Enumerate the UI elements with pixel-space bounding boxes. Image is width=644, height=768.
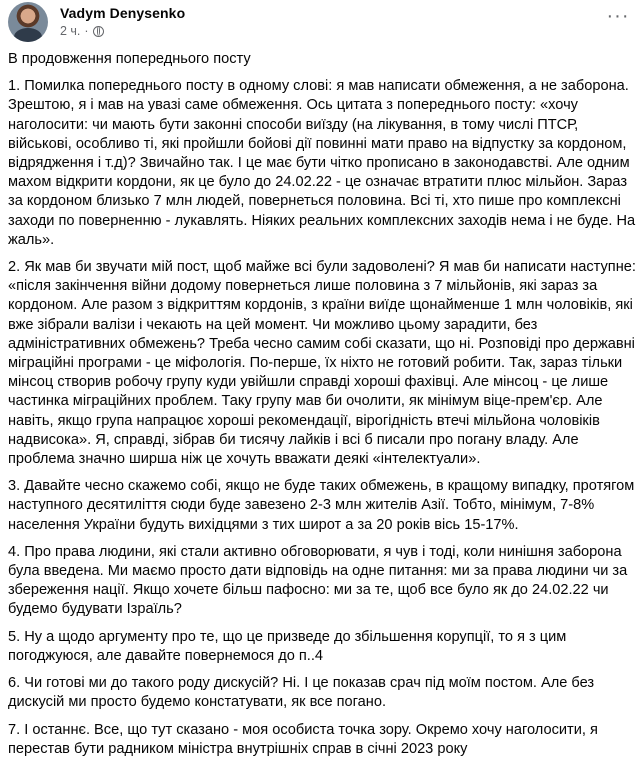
post-paragraph-3: 3. Давайте чесно скажемо собі, якщо не буде таких обмежень, в кращому випадку, протягом наступного десятиліття сюди буде завезено 2-3 млн жителів Азії. Тобто, мінімум, 7-8% населення України будуть вихідцями з тих широт а за 20 років вісь 15-17%. [8, 478, 635, 533]
post-intro: В продовження попереднього посту [8, 51, 251, 67]
avatar[interactable] [8, 2, 48, 42]
post-header [8, 2, 636, 42]
meta-separator: · [84, 24, 89, 38]
globe-icon[interactable] [93, 26, 104, 37]
post-paragraph-6: 6. Чи готові ми до такого роду дискусій? Ні. І це показав срач під моїм постом. Але без дискусій ми просто будемо констатувати, як все погано. [8, 675, 595, 711]
post-timestamp[interactable]: 2 ч. [60, 24, 81, 38]
post-paragraph-4: 4. Про права людини, які стали активно обговорювати, я чув і тоді, коли нинішня заборона була введена. Ми маємо просто дати відповідь на одне питання: ми за права людини чи за збереження нації. Якщо хочете більш пафосно: ми за те, щоб все було як до 24.02.22 чи будемо будувати Ізраїль? [8, 543, 628, 618]
post-paragraph-7: 7. І останнє. Все, що тут сказано - моя особиста точка зору. Окремо хочу наголосити, я перестав бути радником міністра внутрішніх справ в січні 2023 року [8, 721, 598, 757]
post-paragraph-5: 5. Ну а щодо аргументу про те, що це призведе до збільшення корупції, то я з цим погоджуюся, але давайте повернемося до п..4 [8, 628, 567, 664]
post-body [8, 50, 636, 767]
post-paragraph-1: 1. Помилка попереднього посту в одному слові: я мав написати обмеження, а не заборона. Зрештою, я і мав на увазі саме обмеження. Ось цитата з попереднього посту: «хочу наголосити: чи мають бути законні способи виїзду (на лікування, в тому числі ПТСР, військові, особливо ті, які пройшли бойові дії повинні мати право на відпустку за кордоном, відрядження і т.д)? Звичайно так. І це має бути чітко прописано в законодавстві. Але одним махом відкрити кордони, як це було до 24.02.22 - це означає втратити плюс мільйон. Зараз за кордоном близько 7 млн людей, повернеться половина. Всі ті, хто пише про комплексні заходи по поверненню - лукавлять. Ніяких реальних комплексних заходів нема і не буде. На жаль». [8, 78, 636, 248]
post-meta [60, 24, 104, 38]
author-name[interactable]: Vadym Denysenko [60, 5, 186, 21]
post-paragraph-2: 2. Як мав би звучати мій пост, щоб майже всі були задоволені? Я мав би написати наступне: «після закінчення війни додому повернеться лише половина з 7 мільйонів, які зараз за кордоном. Але разом з відкриттям кордонів, з країни виїде щонайменше 1 млн чоловіків, які вже зібрали валізи і чекають на цей момент. Чи можливо цьому зарадити, без адміністративних обмежень? Треба чесно самим собі сказати, що ні. Розповіді про державні міграційні програми - це міфологія. По-перше, їх ніхто не готовий робити. Так, зараз тільки мінсоц створив робочу групу куди увійшли справді хороші фахівці. Але мінсоц - це лише частинка міграційних проблем. Таку групу мав би очолити, як мінімум віце-прем'єр. Але навіть, якщо група напрацює хороші рекомендації, вірогідність втечі мільйона чоловіків надвисока». Я, справді, зібрав би тисячу лайків і всі б писали про погану владу. Але проблема значно ширша ніж це хочуть вважати деякі «інтелектуали». [8, 259, 636, 468]
more-options-icon[interactable]: ··· [606, 5, 630, 27]
